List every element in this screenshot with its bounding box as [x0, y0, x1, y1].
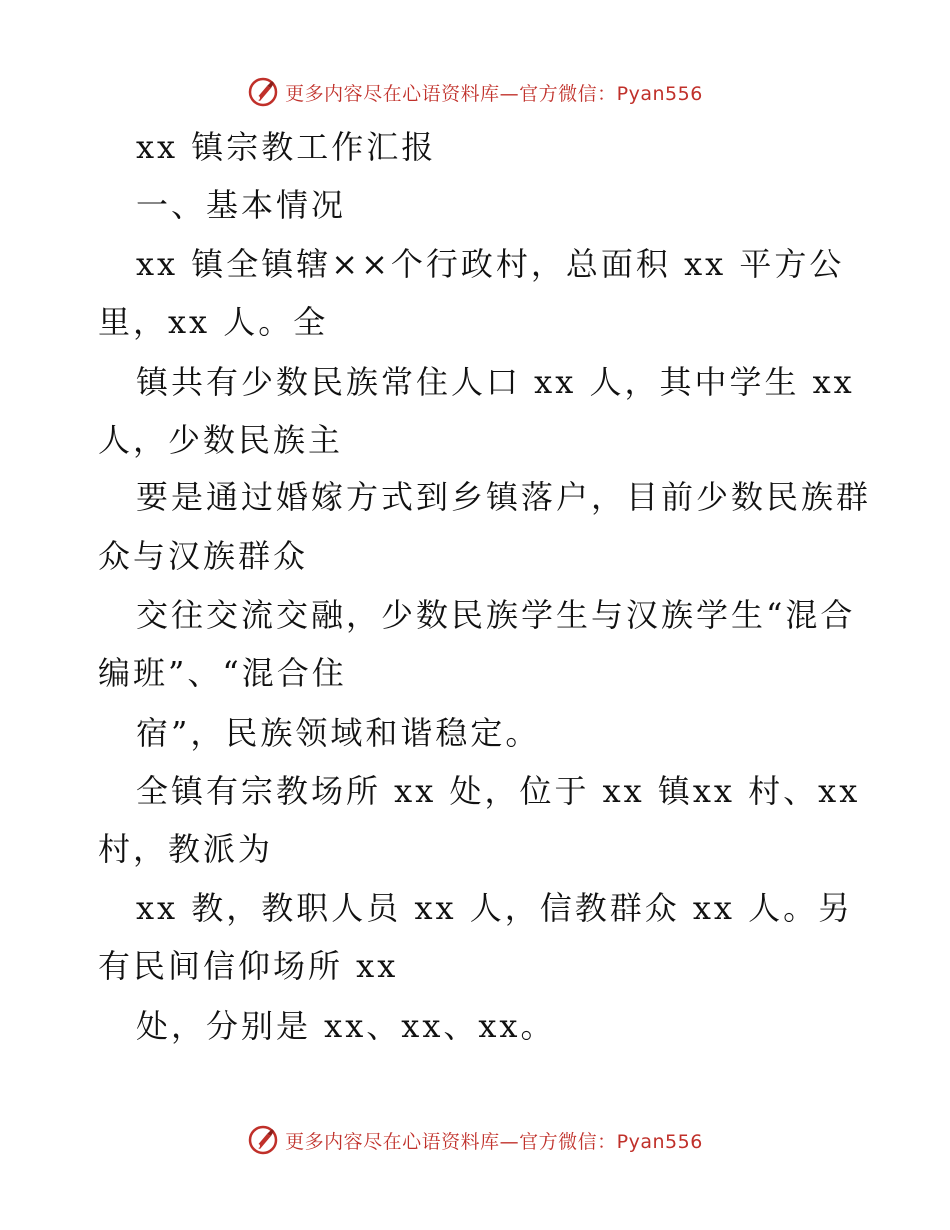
paragraph-line: 编班”、“混合住: [98, 654, 347, 692]
paragraph-line: 要是通过婚嫁方式到乡镇落户，目前少数民族群: [136, 478, 872, 516]
paragraph-line: 众与汉族群众: [98, 537, 309, 575]
document-title: xx 镇宗教工作汇报: [136, 128, 437, 166]
paragraph-line: 宿”，民族领域和谐稳定。: [136, 714, 541, 752]
paragraph-line: 交往交流交融，少数民族学生与汉族学生“混合: [136, 596, 856, 634]
paragraph-line: xx 教，教职人员 xx 人，信教群众 xx 人。另: [136, 889, 854, 927]
watermark-text: 更多内容尽在心语资料库—官方微信：Pyan556: [285, 82, 703, 105]
pen-nib-logo-icon: [247, 1124, 279, 1156]
paragraph-line: 村，教派为: [98, 830, 274, 868]
paragraph-line: xx 镇全镇辖××个行政村，总面积 xx 平方公: [136, 245, 845, 283]
paragraph-line: 有民间信仰场所 xx: [98, 947, 399, 985]
paragraph-line: 处，分别是 xx、xx、xx。: [136, 1007, 556, 1045]
pen-nib-logo-icon: [247, 76, 279, 108]
paragraph-line: 人，少数民族主: [98, 421, 344, 459]
paragraph-line: 全镇有宗教场所 xx 处，位于 xx 镇xx 村、xx: [136, 772, 861, 810]
watermark-text: 更多内容尽在心语资料库—官方微信：Pyan556: [285, 1130, 703, 1153]
paragraph-line: 镇共有少数民族常住人口 xx 人，其中学生 xx: [136, 363, 855, 401]
header-watermark-banner: [0, 72, 950, 112]
section-heading: 一、基本情况: [136, 186, 347, 224]
paragraph-line: 里，xx 人。全: [98, 303, 329, 341]
footer-watermark-banner: [0, 1120, 950, 1160]
